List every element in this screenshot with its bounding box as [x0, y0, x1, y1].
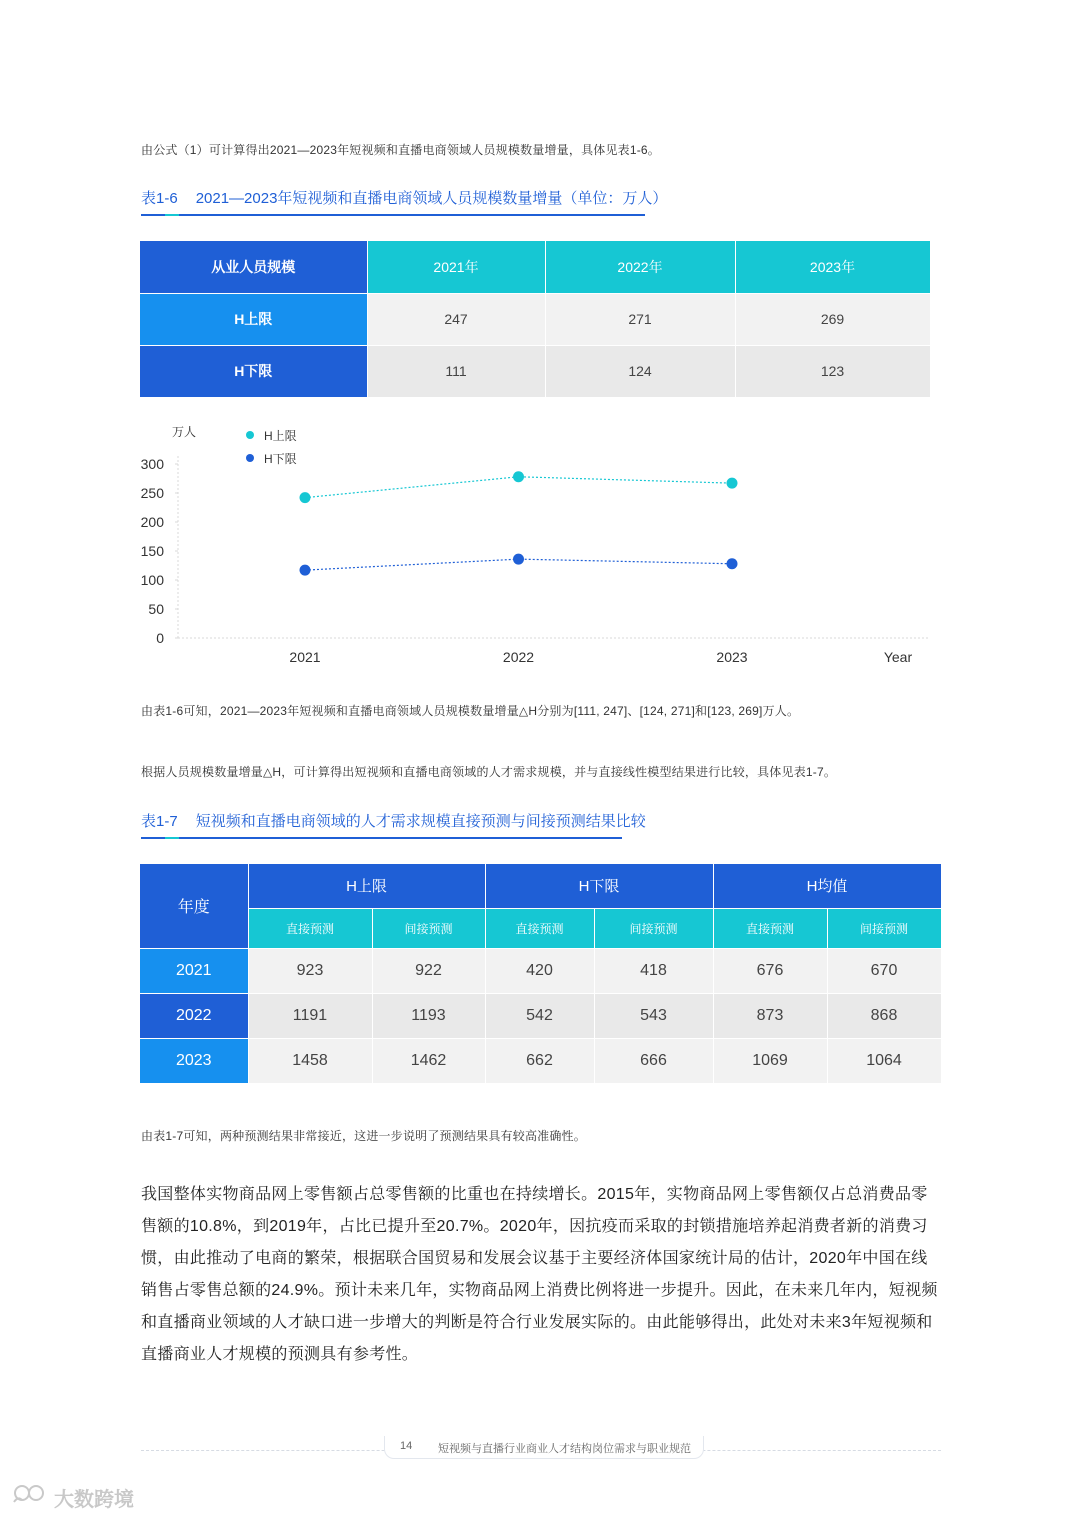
table-row — [140, 293, 930, 345]
table17 — [140, 864, 942, 1084]
table17-sub-header: 间接预测 — [594, 908, 713, 948]
table-cell: 922 — [372, 948, 485, 993]
data-point — [727, 478, 738, 489]
legend-marker — [246, 431, 254, 439]
y-tick-label: 200 — [140, 514, 164, 530]
y-tick-label: 50 — [148, 601, 164, 617]
table-cell: 1458 — [248, 1038, 372, 1083]
table16-caption-underline — [141, 214, 645, 216]
table-cell: 662 — [485, 1038, 594, 1083]
table-row — [140, 345, 930, 397]
table-cell: 868 — [827, 993, 941, 1038]
body-paragraph: 我国整体实物商品网上零售额占总零售额的比重也在持续增长。2015年，实物商品网上零售额仅占总消费品零售额的10.8%，到2019年，占比已提升至20.7%。2020年，因抗疫而采取的封锁措施培养起消费者新的消费习惯，由此推动了电商的繁荣，根据联合国贸易和发展会议基于主要经济体国家统计局的估计，2020年中国在线销售占零售总额的24.9%。预计未来几年，实物商品网上消费比例将进一步提升。因此，在未来几年内，短视频和直播商业领域的人才缺口进一步增大的判断是符合行业发展实际的。由此能够得出，此处对未来3年短视频和直播商业人才规模的预测具有参考性。 — [141, 1186, 938, 1363]
table16-caption-accent — [165, 214, 179, 216]
legend-label: H上限 — [264, 429, 297, 443]
table17-caption-accent — [165, 837, 179, 839]
table-cell: 542 — [485, 993, 594, 1038]
y-tick-label: 100 — [140, 572, 164, 588]
table16-title: 2021—2023年短视频和直播电商领域人员规模数量增量（单位：万人） — [195, 190, 668, 207]
table17-group-header: H均值 — [713, 864, 941, 908]
watermark-text: 大数跨境 — [54, 1489, 134, 1511]
year-cell: 2021 — [140, 948, 248, 993]
y-tick-label: 300 — [140, 456, 164, 472]
table17-sub-header: 直接预测 — [713, 908, 827, 948]
table-row — [140, 1038, 941, 1083]
table17-sub-header: 间接预测 — [827, 908, 941, 948]
table-cell: 1193 — [372, 993, 485, 1038]
table-cell: 124 — [545, 345, 735, 397]
table16-caption — [141, 187, 667, 208]
table-cell: 666 — [594, 1038, 713, 1083]
table-row — [140, 948, 941, 993]
intro-text: 由公式（1）可计算得出2021—2023年短视频和直播电商领域人员规模数量增量，具体见表1-6。 — [141, 143, 661, 157]
table-cell: 670 — [827, 948, 941, 993]
table-cell: 123 — [735, 345, 930, 397]
year-cell: 2023 — [140, 1038, 248, 1083]
year-cell: 2022 — [140, 993, 248, 1038]
y-tick-label: 0 — [156, 630, 164, 646]
data-point — [513, 471, 524, 482]
row-label: H下限 — [140, 345, 367, 397]
y-unit-label: 万人 — [172, 425, 197, 439]
table17-caption-underline — [141, 837, 622, 839]
table-cell: 418 — [594, 948, 713, 993]
table-cell: 873 — [713, 993, 827, 1038]
table17-number: 表1-7 — [141, 813, 178, 830]
table-cell: 543 — [594, 993, 713, 1038]
x-tick-label: 2023 — [716, 649, 748, 665]
table-cell: 111 — [367, 345, 545, 397]
text-after-chart: 由表1-6可知，2021—2023年短视频和直播电商领域人员规模数量增量△H分别为[111, 247]、[124, 271]和[123, 269]万人。 — [141, 704, 800, 718]
table17-sub-header: 间接预测 — [372, 908, 485, 948]
table16-header-cell: 从业人员规模 — [140, 241, 367, 293]
table16-header-cell: 2021年 — [367, 241, 545, 293]
table-cell: 271 — [545, 293, 735, 345]
table-cell: 247 — [367, 293, 545, 345]
x-axis-title: Year — [883, 649, 913, 665]
table-cell: 676 — [713, 948, 827, 993]
text-before-table17: 根据人员规模数量增量△H，可计算得出短视频和直播电商领域的人才需求规模，并与直接线性模型结果进行比较，具体见表1-7。 — [141, 765, 837, 779]
table17-caption — [141, 810, 646, 831]
table17-sub-header: 直接预测 — [485, 908, 594, 948]
legend-label: H下限 — [264, 452, 297, 466]
table-row — [140, 993, 941, 1038]
table-cell: 1191 — [248, 993, 372, 1038]
table16 — [140, 241, 931, 398]
y-tick-label: 150 — [140, 543, 164, 559]
page-number: 14 — [400, 1440, 413, 1452]
legend-marker — [246, 454, 254, 462]
table-cell: 923 — [248, 948, 372, 993]
data-point — [300, 492, 311, 503]
table17-group-header: H下限 — [485, 864, 713, 908]
table-cell: 1064 — [827, 1038, 941, 1083]
table-cell: 1069 — [713, 1038, 827, 1083]
table-cell: 1462 — [372, 1038, 485, 1083]
data-point — [727, 558, 738, 569]
data-point — [513, 554, 524, 565]
x-tick-label: 2021 — [289, 649, 321, 665]
footer-title: 短视频与直播行业商业人才结构岗位需求与职业规范 — [438, 1443, 691, 1455]
table-cell: 269 — [735, 293, 930, 345]
line-chart — [130, 418, 940, 678]
table17-group-header: H上限 — [248, 864, 485, 908]
table16-number: 表1-6 — [141, 190, 178, 207]
text-after-table17: 由表1-7可知，两种预测结果非常接近，这进一步说明了预测结果具有较高准确性。 — [141, 1129, 586, 1143]
y-tick-label: 250 — [140, 485, 164, 501]
table17-title: 短视频和直播电商领域的人才需求规模直接预测与间接预测结果比较 — [195, 813, 646, 830]
table16-header-cell: 2023年 — [735, 241, 930, 293]
watermark-logo-icon — [12, 1482, 50, 1504]
table17-sub-header: 直接预测 — [248, 908, 372, 948]
data-point — [300, 565, 311, 576]
table-cell: 420 — [485, 948, 594, 993]
table16-header-cell: 2022年 — [545, 241, 735, 293]
x-tick-label: 2022 — [502, 649, 535, 665]
row-label: H上限 — [140, 293, 367, 345]
table17-year-header: 年度 — [140, 864, 248, 948]
